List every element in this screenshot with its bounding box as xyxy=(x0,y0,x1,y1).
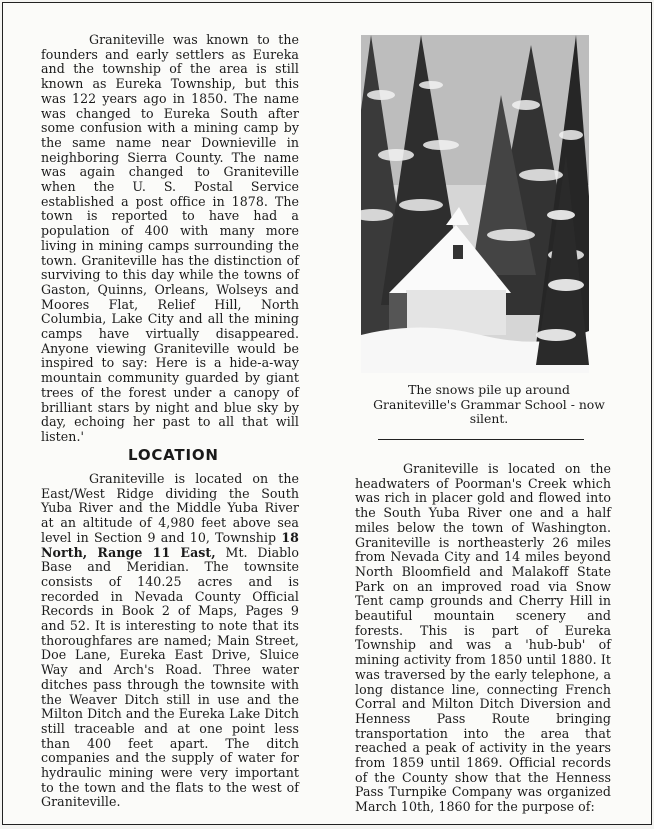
location-text-end: Mt. Diablo Base and Meridian. The townsite consists of 140.25 acres and is recorded in Nevada County Official Records in Book 2 of Maps, Pages 9 and 52. It is interesting to note that its thoroughfares are named; Main Street, Doe Lane, Eureka East Drive, Sluice Way and Arch's Road. Three water ditches pass through the townsite with the Weaver Ditch still in use and the Milton Ditch and the Eureka Lake Ditch still traceable and at one point less than 400 feet apart. The ditch companies and the supply of water for hydraulic mining were very important to the town and the flats to the west of Graniteville. xyxy=(41,544,299,810)
section-divider xyxy=(378,439,584,440)
intro-paragraph: Graniteville was known to the founders and early settlers as Eureka and the township of the area is still known as Eureka Township, but this was 122 years ago in 1850. The name was changed to Eureka South after some confusion with a mining camp by the same name near Downieville in neighboring Sierra County. The name was again changed to Graniteville when the U. S. Postal Service established a post office in 1878. The town is reported to have had a population of 400 with many more living in mining camps surrounding the town. Graniteville has the distinction of surviving to this day while the towns of Gaston, Quinns, Orleans, Wolseys and Moores Flat, Relief Hill, North Columbia, Lake City and all the mining camps have virtually disappeared. Anyone viewing Graniteville would be inspired to say: Here is a hide-a-way mountain community guarded by giant trees of the forest under a canopy of brilliant stars by night and blue sky by day, echoing her past to all that will listen.' xyxy=(41,32,299,444)
photo-caption: The snows pile up around Graniteville's Grammar School - now silent. xyxy=(373,382,605,427)
location-paragraph xyxy=(41,472,299,810)
schoolhouse-photo xyxy=(361,35,589,373)
right-column-paragraph: Graniteville is located on the headwaters of Poorman's Creek which was rich in placer gold and flowed into the South Yuba River one and a half miles below the town of Washington. Graniteville is northeasterly 26 miles from Nevada City and 14 miles beyond North Bloomfield and Malakoff State Park on an improved road via Snow Tent camp grounds and Cherry Hill in beautiful mountain scenery and forests. This is part of Eureka Township and was a 'hub-bub' of mining activity from 1850 until 1880. It was traversed by the early telephone, a long distance line, connecting French Corral and Milton Ditch Diversion and Henness Pass Route bringing transportation into the area that reached a peak of activity in the years from 1859 until 1869. Official records of the County show that the Henness Pass Turnpike Company was organized March 10th, 1860 for the purpose of: xyxy=(355,461,611,815)
schoolhouse-snow-illustration xyxy=(361,35,589,373)
location-text-start: Graniteville is located on the East/West Ridge dividing the South Yuba River and the Middle Yuba River at an altitude of 4,980 feet above sea level in Section 9 and 10, Township xyxy=(41,471,299,545)
township-range-text: 18 North, Range 11 East, xyxy=(41,529,299,560)
document-page xyxy=(2,2,652,825)
location-heading: LOCATION xyxy=(128,446,219,464)
